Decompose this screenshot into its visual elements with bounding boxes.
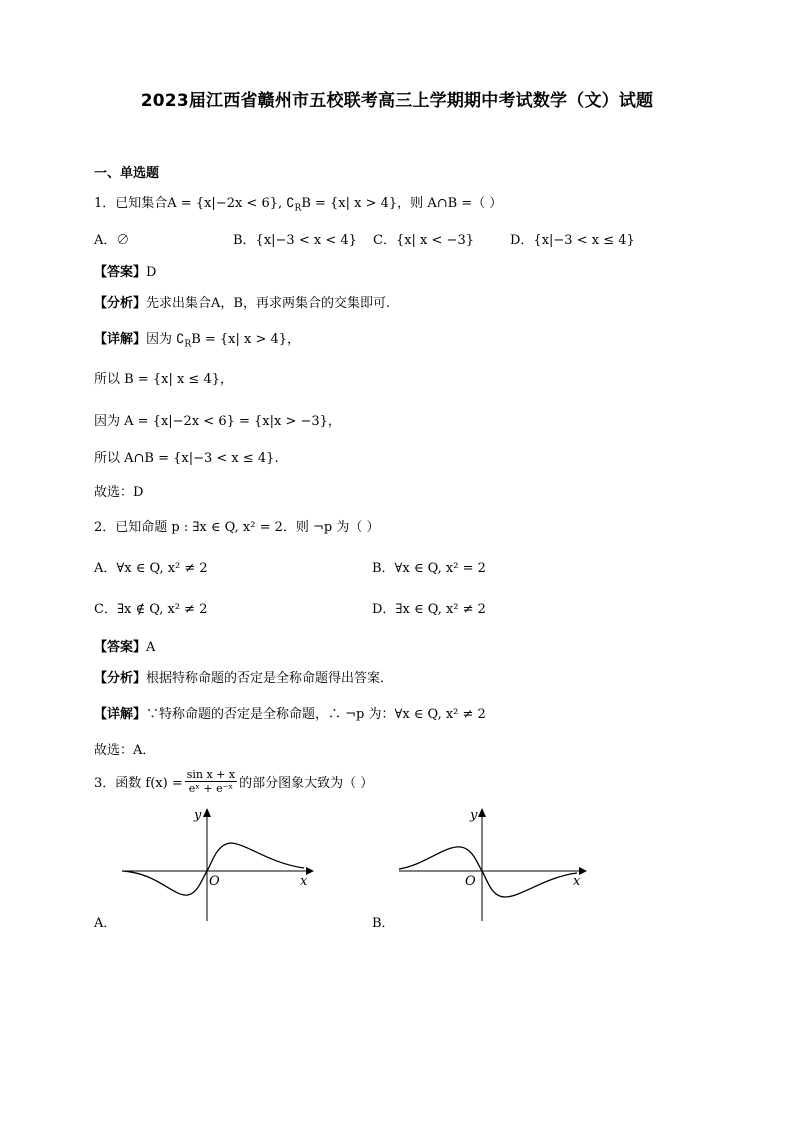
q2-answer: [94, 636, 155, 655]
q2-option-b: B．∀x ∈ Q, x² = 2: [372, 561, 486, 576]
page-title: 2023届江西省赣州市五校联考高三上学期期中考试数学（文）试题: [140, 91, 654, 111]
q1-answer-value: D: [146, 265, 157, 280]
q2-analysis: [94, 667, 393, 686]
q3-stem: [94, 768, 373, 795]
x-axis-label: x: [300, 874, 308, 889]
q3-graph-a: [118, 805, 318, 925]
q1-detail-line-3: 因为 A = {x|−2x < 6} = {x|x > −3}，: [94, 414, 341, 429]
q3-graph-b: [395, 805, 595, 925]
q1-stem-set-a: A = {x|−2x < 6}, ∁: [167, 196, 295, 211]
q1-option-a: A．∅: [94, 233, 130, 248]
q1-stem-set-b: B = {x| x > 4}，则 A∩B =（ ）: [301, 196, 503, 211]
q1-detail-line-1b: B = {x| x > 4}，: [191, 332, 301, 347]
x-axis-label: x: [573, 874, 581, 889]
q1-analysis: [94, 292, 390, 311]
curve: [399, 847, 577, 897]
section-heading: 一、单选题: [94, 166, 160, 181]
q2-detail: [94, 703, 486, 722]
y-axis-arrow: [203, 808, 211, 817]
q1-detail-line-4: 所以 A∩B = {x|−3 < x ≤ 4}.: [94, 451, 279, 466]
answer-tag: 【答案】: [94, 265, 147, 280]
q3-stem-prefix: 3．函数 f(x) =: [94, 776, 183, 791]
q1-detail: [94, 328, 300, 350]
q1-option-b: B．{x|−3 < x < 4}: [233, 233, 357, 248]
detail-tag: 【详解】: [94, 707, 147, 722]
q2-option-d: D．∃x ∈ Q, x² ≠ 2: [372, 602, 486, 617]
q1-answer: [94, 261, 156, 280]
q2-option-c: C．∃x ∉ Q, x² ≠ 2: [94, 602, 208, 617]
answer-tag: 【答案】: [94, 640, 147, 655]
origin-label: O: [465, 874, 476, 889]
q1-option-c: C．{x| x < −3}: [373, 233, 474, 248]
q1-detail-sub: R: [184, 339, 192, 350]
y-axis-label: y: [470, 808, 478, 823]
analysis-tag: 【分析】: [94, 296, 147, 311]
detail-tag: 【详解】: [94, 332, 147, 347]
q3-option-a: A．: [94, 916, 117, 931]
q2-choose: 故选：A．: [94, 743, 156, 758]
q2-option-a: A．∀x ∈ Q, x² ≠ 2: [94, 561, 208, 576]
q1-stem-prefix: 1．已知集合: [94, 196, 168, 211]
q3-stem-suffix: 的部分图象大致为（ ）: [239, 776, 374, 791]
q2-stem: 2．已知命题 p : ∃x ∈ Q, x² = 2．则 ¬p 为（ ）: [94, 520, 380, 535]
q1-stem-sub: R: [294, 203, 302, 214]
q1-choose: 故选：D: [94, 485, 144, 500]
q1-detail-line-2: 所以 B = {x| x ≤ 4}，: [94, 372, 233, 387]
q1-analysis-text: 先求出集合A，B，再求两集合的交集即可.: [146, 296, 391, 311]
y-axis-arrow: [478, 808, 486, 817]
q1-stem: [94, 192, 502, 214]
origin-label: O: [209, 874, 220, 889]
q2-answer-value: A: [146, 640, 156, 655]
q3-option-b: B．: [372, 916, 395, 931]
analysis-tag: 【分析】: [94, 671, 147, 686]
y-axis-label: y: [194, 808, 202, 823]
q1-option-d: D．{x|−3 < x ≤ 4}: [510, 233, 635, 248]
q3-fraction-numerator: sin x + x: [186, 768, 236, 781]
q1-detail-line-1: 因为 ∁: [146, 332, 185, 347]
q2-analysis-text: 根据特称命题的否定是全称命题得出答案．: [146, 671, 394, 686]
q2-detail-text: ∵特称命题的否定是全称命题，∴ ¬p 为：∀x ∈ Q, x² ≠ 2: [146, 707, 486, 722]
q3-fraction: [185, 768, 237, 795]
q3-fraction-denominator: eˣ + e⁻ˣ: [188, 782, 234, 795]
